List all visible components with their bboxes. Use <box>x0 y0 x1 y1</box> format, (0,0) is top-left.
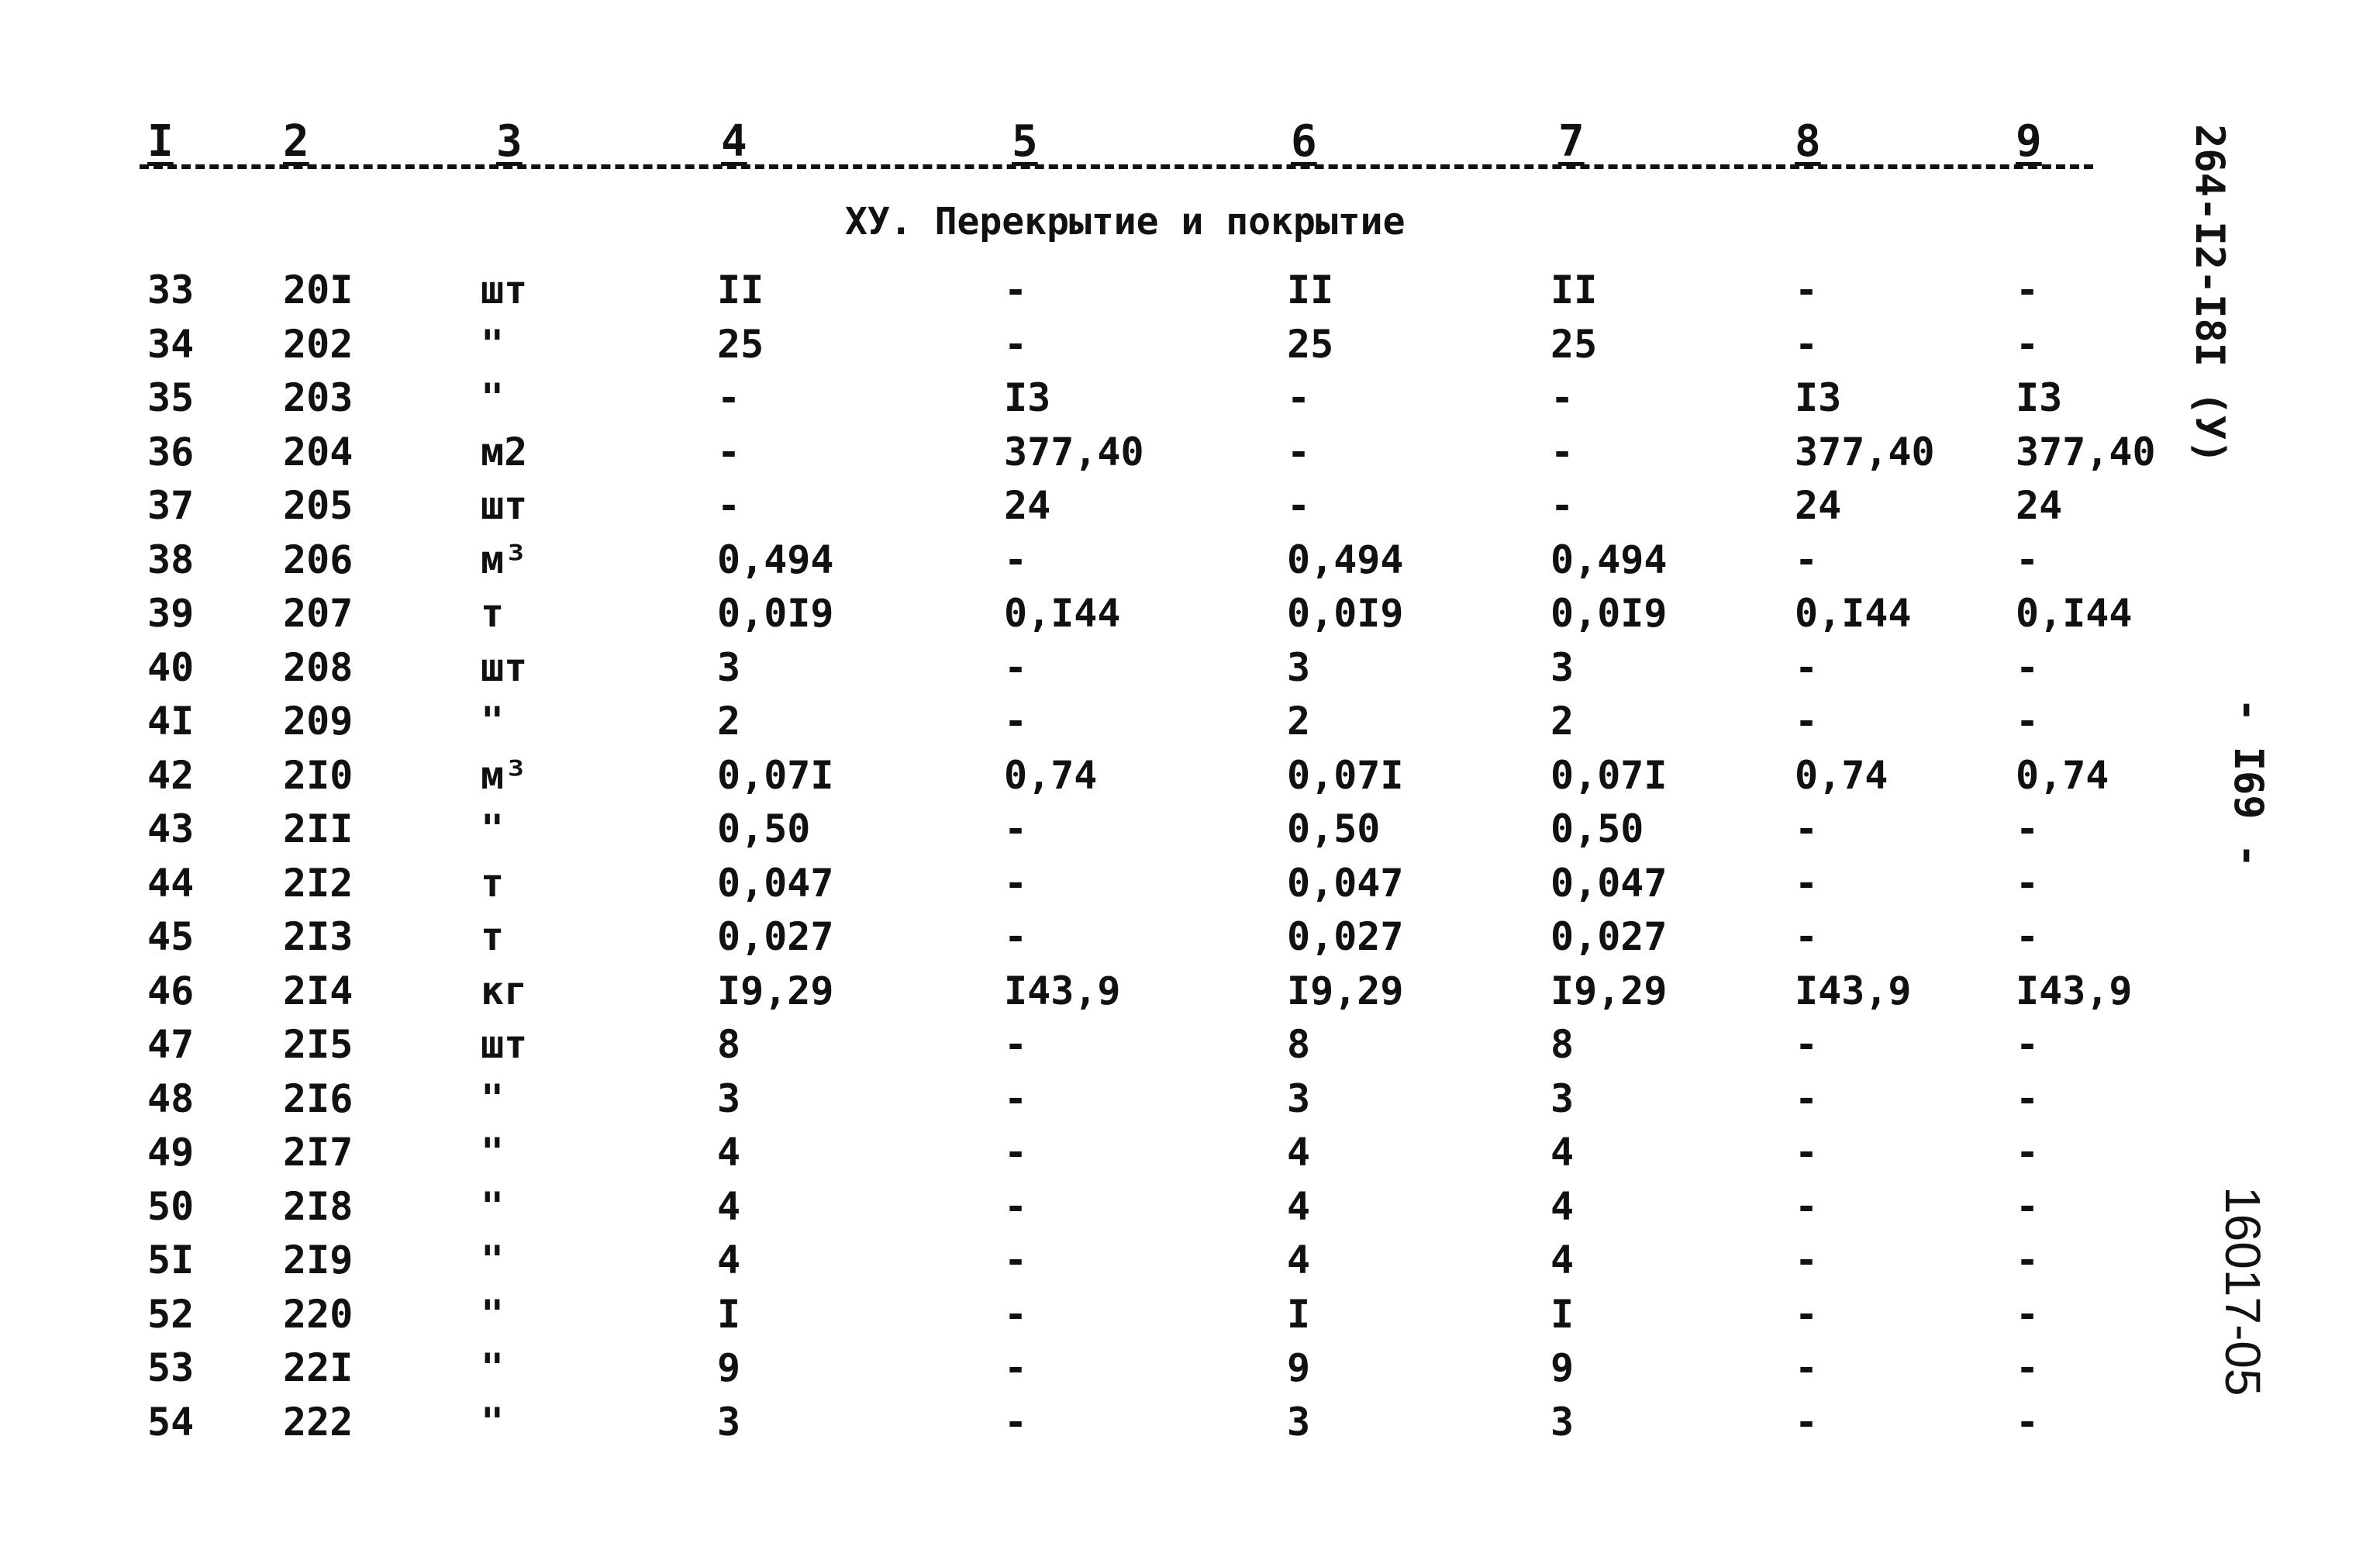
cell-col-6: II <box>1287 268 1334 312</box>
cell-col-8: - <box>1795 268 1819 312</box>
cell-col-9: - <box>2016 537 2040 582</box>
cell-col-7: - <box>1550 375 1575 420</box>
table-row <box>140 533 2124 588</box>
cell-col-5: - <box>1004 1130 1028 1175</box>
cell-col-6: - <box>1287 375 1311 420</box>
cell-unit: м³ <box>481 752 528 798</box>
cell-row-number: 47 <box>147 1022 195 1067</box>
cell-col-8: - <box>1795 1183 1819 1229</box>
cell-unit: " <box>481 1238 505 1283</box>
cell-col-9: - <box>2016 1291 2040 1337</box>
cell-col-9: - <box>2016 644 2040 690</box>
cell-col-5: - <box>1004 644 1028 690</box>
cell-col-6: 8 <box>1287 1022 1311 1067</box>
cell-col-6: 3 <box>1287 1399 1311 1445</box>
cell-col-7: 3 <box>1550 1075 1575 1121</box>
cell-col-8: 24 <box>1795 483 1842 528</box>
cell-col-4: I <box>717 1291 741 1337</box>
cell-unit: " <box>481 1183 505 1229</box>
cell-row-number: 45 <box>147 914 195 959</box>
cell-col-5: - <box>1004 860 1028 906</box>
cell-unit: " <box>481 1130 505 1175</box>
column-number-6: 6 <box>1291 116 1317 167</box>
column-number-2: 2 <box>283 116 309 167</box>
cell-col-6: 4 <box>1287 1130 1311 1175</box>
cell-code: 2I5 <box>283 1022 354 1067</box>
cell-col-9: - <box>2016 1399 2040 1445</box>
table-row <box>140 318 2124 372</box>
cell-col-7: - <box>1550 483 1575 528</box>
cell-col-8: - <box>1795 1130 1819 1175</box>
cell-col-9: - <box>2016 321 2040 367</box>
cell-code: 207 <box>283 591 354 636</box>
table-row <box>140 695 2124 749</box>
table-row <box>140 1234 2124 1288</box>
cell-col-6: 9 <box>1287 1345 1311 1390</box>
cell-unit: " <box>481 806 505 851</box>
cell-unit: т <box>481 860 505 906</box>
cell-row-number: 5I <box>147 1238 195 1283</box>
cell-row-number: 36 <box>147 429 195 475</box>
cell-row-number: 43 <box>147 806 195 851</box>
table-row <box>140 1341 2124 1396</box>
cell-row-number: 53 <box>147 1345 195 1390</box>
cell-col-5: - <box>1004 1238 1028 1283</box>
cell-code: 220 <box>283 1291 354 1337</box>
cell-col-5: 0,I44 <box>1004 591 1121 636</box>
cell-code: 208 <box>283 644 354 690</box>
cell-unit: " <box>481 375 505 420</box>
column-number-5: 5 <box>1012 116 1038 167</box>
cell-col-8: - <box>1795 537 1819 582</box>
inventory-number: 16017-05 <box>2215 1186 2271 1396</box>
cell-code: 205 <box>283 483 354 528</box>
cell-col-6: - <box>1287 483 1311 528</box>
cell-code: 20I <box>283 268 354 312</box>
cell-col-7: 0,027 <box>1550 914 1668 959</box>
cell-unit: " <box>481 1291 505 1337</box>
cell-col-7: 4 <box>1550 1238 1575 1283</box>
cell-col-7: 9 <box>1550 1345 1575 1390</box>
cell-col-6: I <box>1287 1291 1311 1337</box>
cell-col-4: 0,0I9 <box>717 591 834 636</box>
cell-col-9: - <box>2016 1130 2040 1175</box>
table-row <box>140 1180 2124 1234</box>
cell-col-8: - <box>1795 644 1819 690</box>
cell-col-4: - <box>717 375 741 420</box>
cell-col-4: 4 <box>717 1183 741 1229</box>
cell-col-6: 4 <box>1287 1183 1311 1229</box>
cell-col-9: - <box>2016 699 2040 744</box>
cell-col-9: I43,9 <box>2016 968 2133 1013</box>
cell-col-6: 0,027 <box>1287 914 1404 959</box>
cell-col-6: 2 <box>1287 699 1311 744</box>
cell-col-6: 3 <box>1287 644 1311 690</box>
cell-code: 209 <box>283 699 354 744</box>
cell-col-8: - <box>1795 1345 1819 1390</box>
table-row <box>140 1396 2124 1450</box>
cell-col-5: - <box>1004 1399 1028 1445</box>
cell-col-7: 3 <box>1550 1399 1575 1445</box>
cell-col-8: 377,40 <box>1795 429 1935 475</box>
cell-unit: шт <box>481 1022 528 1067</box>
cell-col-7: 0,50 <box>1550 806 1644 851</box>
column-number-3: 3 <box>496 116 523 167</box>
cell-col-4: 0,027 <box>717 914 834 959</box>
cell-col-7: I9,29 <box>1550 968 1668 1013</box>
cell-row-number: 39 <box>147 591 195 636</box>
cell-unit: " <box>481 1345 505 1390</box>
cell-col-8: I43,9 <box>1795 968 1912 1013</box>
cell-code: 202 <box>283 321 354 367</box>
cell-col-4: 9 <box>717 1345 741 1390</box>
cell-row-number: 33 <box>147 268 195 312</box>
cell-code: 2I0 <box>283 752 354 798</box>
table-row <box>140 371 2124 426</box>
cell-col-5: - <box>1004 1022 1028 1067</box>
cell-col-9: - <box>2016 1183 2040 1229</box>
cell-row-number: 4I <box>147 699 195 744</box>
cell-col-9: - <box>2016 860 2040 906</box>
cell-col-9: - <box>2016 1022 2040 1067</box>
cell-col-7: 2 <box>1550 699 1575 744</box>
table-row <box>140 1072 2124 1127</box>
cell-col-5: - <box>1004 1345 1028 1390</box>
cell-col-4: - <box>717 429 741 475</box>
table-row <box>140 587 2133 641</box>
cell-code: 2I6 <box>283 1075 354 1121</box>
cell-col-7: 3 <box>1550 644 1575 690</box>
cell-row-number: 54 <box>147 1399 195 1445</box>
cell-col-6: 0,07I <box>1287 752 1404 798</box>
cell-col-8: - <box>1795 914 1819 959</box>
cell-col-9: - <box>2016 1075 2040 1121</box>
cell-col-4: 2 <box>717 699 741 744</box>
cell-code: 2I8 <box>283 1183 354 1229</box>
table-row <box>140 426 2156 480</box>
cell-col-5: 0,74 <box>1004 752 1098 798</box>
cell-col-6: 0,0I9 <box>1287 591 1404 636</box>
cell-unit: " <box>481 1075 505 1121</box>
cell-col-6: 25 <box>1287 321 1334 367</box>
cell-col-5: 377,40 <box>1004 429 1144 475</box>
cell-col-5: - <box>1004 914 1028 959</box>
cell-col-9: - <box>2016 268 2040 312</box>
cell-unit: шт <box>481 483 528 528</box>
column-number-8: 8 <box>1795 116 1821 167</box>
section-title: ХУ. Перекрытие и покрытие <box>845 200 1406 243</box>
cell-col-8: - <box>1795 699 1819 744</box>
cell-code: 2I9 <box>283 1238 354 1283</box>
cell-col-7: 25 <box>1550 321 1598 367</box>
table-row <box>140 965 2133 1019</box>
cell-col-4: - <box>717 483 741 528</box>
cell-unit: шт <box>481 268 528 312</box>
quantities-table <box>140 264 2156 1449</box>
cell-col-8: 0,74 <box>1795 752 1888 798</box>
table-row <box>140 857 2124 911</box>
table-row <box>140 803 2124 857</box>
cell-col-7: 0,047 <box>1550 860 1668 906</box>
cell-col-6: 0,494 <box>1287 537 1404 582</box>
cell-code: 2I2 <box>283 860 354 906</box>
cell-col-6: 0,50 <box>1287 806 1381 851</box>
table-row <box>140 749 2124 803</box>
cell-col-9: - <box>2016 914 2040 959</box>
cell-col-6: 4 <box>1287 1238 1311 1283</box>
cell-col-5: I3 <box>1004 375 1051 420</box>
cell-row-number: 44 <box>147 860 195 906</box>
cell-unit: " <box>481 699 505 744</box>
cell-row-number: 35 <box>147 375 195 420</box>
cell-unit: м³ <box>481 537 528 582</box>
cell-row-number: 37 <box>147 483 195 528</box>
cell-row-number: 34 <box>147 321 195 367</box>
cell-col-4: 0,494 <box>717 537 834 582</box>
cell-col-4: 0,07I <box>717 752 834 798</box>
cell-col-7: 4 <box>1550 1130 1575 1175</box>
cell-unit: шт <box>481 644 528 690</box>
cell-col-4: I9,29 <box>717 968 834 1013</box>
cell-col-8: - <box>1795 860 1819 906</box>
cell-row-number: 52 <box>147 1291 195 1337</box>
table-row <box>140 264 2124 318</box>
cell-col-8: - <box>1795 1399 1819 1445</box>
cell-col-9: - <box>2016 1345 2040 1390</box>
table-row <box>140 479 2124 533</box>
cell-col-4: 8 <box>717 1022 741 1067</box>
cell-unit: кг <box>481 968 528 1013</box>
column-number-1: I <box>147 116 174 167</box>
cell-col-5: - <box>1004 268 1028 312</box>
cell-row-number: 46 <box>147 968 195 1013</box>
cell-col-8: - <box>1795 1075 1819 1121</box>
cell-unit: м2 <box>481 429 528 475</box>
cell-col-4: 3 <box>717 1075 741 1121</box>
cell-row-number: 50 <box>147 1183 195 1229</box>
cell-col-6: 0,047 <box>1287 860 1404 906</box>
cell-code: 2I7 <box>283 1130 354 1175</box>
table-row <box>140 1126 2124 1180</box>
cell-col-6: - <box>1287 429 1311 475</box>
header-dashed-rule <box>140 164 2093 169</box>
cell-code: 206 <box>283 537 354 582</box>
cell-col-5: - <box>1004 321 1028 367</box>
table-row <box>140 910 2124 965</box>
cell-col-7: 8 <box>1550 1022 1575 1067</box>
cell-unit: " <box>481 1399 505 1445</box>
cell-col-5: - <box>1004 1183 1028 1229</box>
cell-col-4: 25 <box>717 321 764 367</box>
cell-col-4: 0,047 <box>717 860 834 906</box>
cell-col-9: 24 <box>2016 483 2063 528</box>
cell-col-6: I9,29 <box>1287 968 1404 1013</box>
cell-col-5: - <box>1004 806 1028 851</box>
cell-col-5: - <box>1004 1291 1028 1337</box>
column-number-9: 9 <box>2016 116 2042 167</box>
cell-col-9: 0,74 <box>2016 752 2109 798</box>
cell-code: 203 <box>283 375 354 420</box>
cell-unit: " <box>481 321 505 367</box>
cell-col-4: 4 <box>717 1238 741 1283</box>
cell-col-4: 0,50 <box>717 806 811 851</box>
cell-unit: т <box>481 914 505 959</box>
column-number-7: 7 <box>1558 116 1585 167</box>
cell-row-number: 42 <box>147 752 195 798</box>
cell-col-8: - <box>1795 1022 1819 1067</box>
cell-col-7: - <box>1550 429 1575 475</box>
cell-col-9: I3 <box>2016 375 2063 420</box>
column-number-header <box>140 116 2124 178</box>
cell-col-7: I <box>1550 1291 1575 1337</box>
cell-col-6: 3 <box>1287 1075 1311 1121</box>
cell-row-number: 48 <box>147 1075 195 1121</box>
cell-col-5: - <box>1004 537 1028 582</box>
page-number: - I69 - <box>2225 698 2271 868</box>
cell-row-number: 40 <box>147 644 195 690</box>
cell-col-9: 0,I44 <box>2016 591 2133 636</box>
cell-col-4: II <box>717 268 764 312</box>
cell-row-number: 38 <box>147 537 195 582</box>
cell-col-9: 377,40 <box>2016 429 2156 475</box>
cell-col-8: - <box>1795 1238 1819 1283</box>
cell-col-7: 0,494 <box>1550 537 1668 582</box>
cell-col-5: - <box>1004 699 1028 744</box>
cell-unit: т <box>481 591 505 636</box>
cell-code: 222 <box>283 1399 354 1445</box>
table-row <box>140 641 2124 696</box>
table-row <box>140 1288 2124 1342</box>
cell-col-9: - <box>2016 806 2040 851</box>
cell-code: 2I4 <box>283 968 354 1013</box>
cell-col-5: - <box>1004 1075 1028 1121</box>
cell-col-9: - <box>2016 1238 2040 1283</box>
cell-col-7: II <box>1550 268 1598 312</box>
cell-col-7: 0,07I <box>1550 752 1668 798</box>
cell-col-5: I43,9 <box>1004 968 1121 1013</box>
cell-col-4: 3 <box>717 1399 741 1445</box>
cell-col-8: 0,I44 <box>1795 591 1912 636</box>
cell-col-5: 24 <box>1004 483 1051 528</box>
cell-row-number: 49 <box>147 1130 195 1175</box>
cell-col-4: 4 <box>717 1130 741 1175</box>
cell-code: 204 <box>283 429 354 475</box>
cell-col-8: I3 <box>1795 375 1842 420</box>
cell-code: 2II <box>283 806 354 851</box>
cell-code: 22I <box>283 1345 354 1390</box>
column-number-4: 4 <box>721 116 747 167</box>
cell-col-8: - <box>1795 1291 1819 1337</box>
cell-code: 2I3 <box>283 914 354 959</box>
cell-col-8: - <box>1795 806 1819 851</box>
table-row <box>140 1018 2124 1072</box>
document-code: 264-I2-I8I (У) <box>2186 124 2233 464</box>
cell-col-4: 3 <box>717 644 741 690</box>
cell-col-8: - <box>1795 321 1819 367</box>
cell-col-7: 4 <box>1550 1183 1575 1229</box>
cell-col-7: 0,0I9 <box>1550 591 1668 636</box>
